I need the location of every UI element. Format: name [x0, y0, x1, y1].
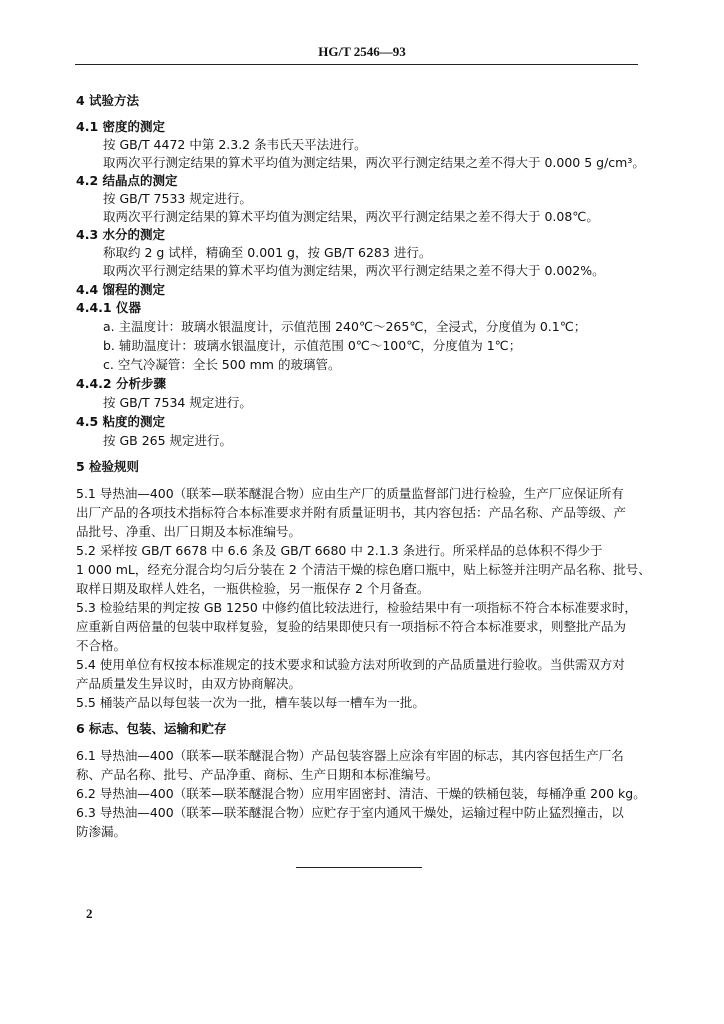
text-s6-3-l1: 6.3 导热油—400（联苯—联苯醚混合物）应贮存于室内通风干燥处，运输过程中防止猛烈撞击，以 — [76, 805, 624, 820]
text-s5-5: 5.5 桶装产品以每包装一次为一批，槽车装以每一槽车为一批。 — [76, 695, 425, 710]
page-header: HG/T 2546—93 — [318, 44, 406, 59]
text-s5-4-l2: 产品质量发生异议时，由双方协商解决。 — [76, 676, 302, 691]
text-s5-1-l3: 品批号、净重、出厂日期及本标准编号。 — [76, 524, 302, 539]
text-s5-4-l1: 5.4 使用单位有权按本标准规定的技术要求和试验方法对所收到的产品质量进行验收。当供需双方对 — [76, 657, 625, 672]
text-s4-4-2: 4.4.2 分析步骤 — [76, 376, 166, 391]
text-s4-2-a: 按 GB/T 7533 规定进行。 — [103, 191, 252, 206]
text-s4-1-a: 按 GB/T 4472 中第 2.3.2 条韦氏天平法进行。 — [103, 137, 367, 152]
text-s5-2-l3: 取样日期及取样人姓名，一瓶供检验，另一瓶保存 2 个月备查。 — [76, 581, 430, 596]
text-s6: 6 标志、包装、运输和贮存 — [76, 721, 227, 736]
text-s4-2: 4.2 结晶点的测定 — [76, 173, 178, 188]
text-s6-1-l2: 称、产品名称、批号、产品净重、商标、生产日期和本标准编号。 — [76, 767, 439, 782]
text-s6-1-l1: 6.1 导热油—400（联苯—联苯醚混合物）产品包装容器上应涂有牢固的标志，其内容包括生产厂名 — [76, 748, 624, 763]
text-s5-3-l3: 不合格。 — [76, 638, 127, 653]
text-s4-4-1: 4.4.1 仪器 — [76, 300, 141, 315]
text-s5-3-l1: 5.3 检验结果的判定按 GB 1250 中修约值比较法进行，检验结果中有一项指标不符合本标准要求时， — [76, 600, 637, 615]
text-s4-5: 4.5 粘度的测定 — [76, 414, 165, 429]
text-s4: 4 试验方法 — [76, 93, 140, 108]
text-s5-2-l2: 1 000 mL，经充分混合均匀后分装在 2 个清洁干燥的棕色磨口瓶中，贴上标签并注明产品名称、批号、 — [76, 562, 651, 577]
text-s4-4-1-a: a. 主温度计：玻璃水银温度计，示值范围 240℃～265℃，全浸式，分度值为 0.1℃； — [103, 319, 587, 334]
text-s4-3-b: 取两次平行测定结果的算术平均值为测定结果，两次平行测定结果之差不得大于 0.002%。 — [103, 263, 605, 278]
header-rule — [75, 64, 638, 65]
text-s4-2-b: 取两次平行测定结果的算术平均值为测定结果，两次平行测定结果之差不得大于 0.08℃。 — [103, 209, 599, 224]
text-s4-3-a: 称取约 2 g 试样，精确至 0.001 g，按 GB/T 6283 进行。 — [103, 245, 432, 260]
end-rule — [296, 867, 422, 868]
text-s5-1-l2: 出厂产品的各项技术指标符合本标准要求并附有质量证明书，其内容包括：产品名称、产品等级、产 — [76, 505, 627, 520]
text-s6-3-l2: 防渗漏。 — [76, 824, 127, 839]
text-s4-4-1-b: b. 辅助温度计：玻璃水银温度计，示值范围 0℃～100℃，分度值为 1℃； — [103, 338, 522, 353]
page-number: 2 — [86, 906, 93, 921]
text-s4-1-b: 取两次平行测定结果的算术平均值为测定结果，两次平行测定结果之差不得大于 0.000 5 g/cm³。 — [103, 155, 645, 170]
text-s4-4-2-a: 按 GB/T 7534 规定进行。 — [103, 395, 252, 410]
text-s4-3: 4.3 水分的测定 — [76, 227, 165, 242]
text-s5-3-l2: 应重新自两倍量的包装中取样复验，复验的结果即使只有一项指标不符合本标准要求，则整批产品为 — [76, 619, 627, 634]
text-s4-4: 4.4 馏程的测定 — [76, 282, 165, 297]
text-s4-5-a: 按 GB 265 规定进行。 — [103, 433, 233, 448]
text-s5-1-l1: 5.1 导热油—400（联苯—联苯醚混合物）应由生产厂的质量监督部门进行检验，生产厂应保证所有 — [76, 486, 624, 501]
text-s4-1: 4.1 密度的测定 — [76, 119, 165, 134]
text-s6-2: 6.2 导热油—400（联苯—联苯醚混合物）应用牢固密封、清洁、干燥的铁桶包装，每桶净重 200 kg。 — [76, 786, 646, 801]
text-s5: 5 检验规则 — [76, 459, 140, 474]
text-s4-4-1-c: c. 空气冷凝管：全长 500 mm 的玻璃管。 — [103, 357, 341, 372]
text-s5-2-l1: 5.2 采样按 GB/T 6678 中 6.6 条及 GB/T 6680 中 2.1.3 条进行。所采样品的总体积不得少于 — [76, 543, 603, 558]
